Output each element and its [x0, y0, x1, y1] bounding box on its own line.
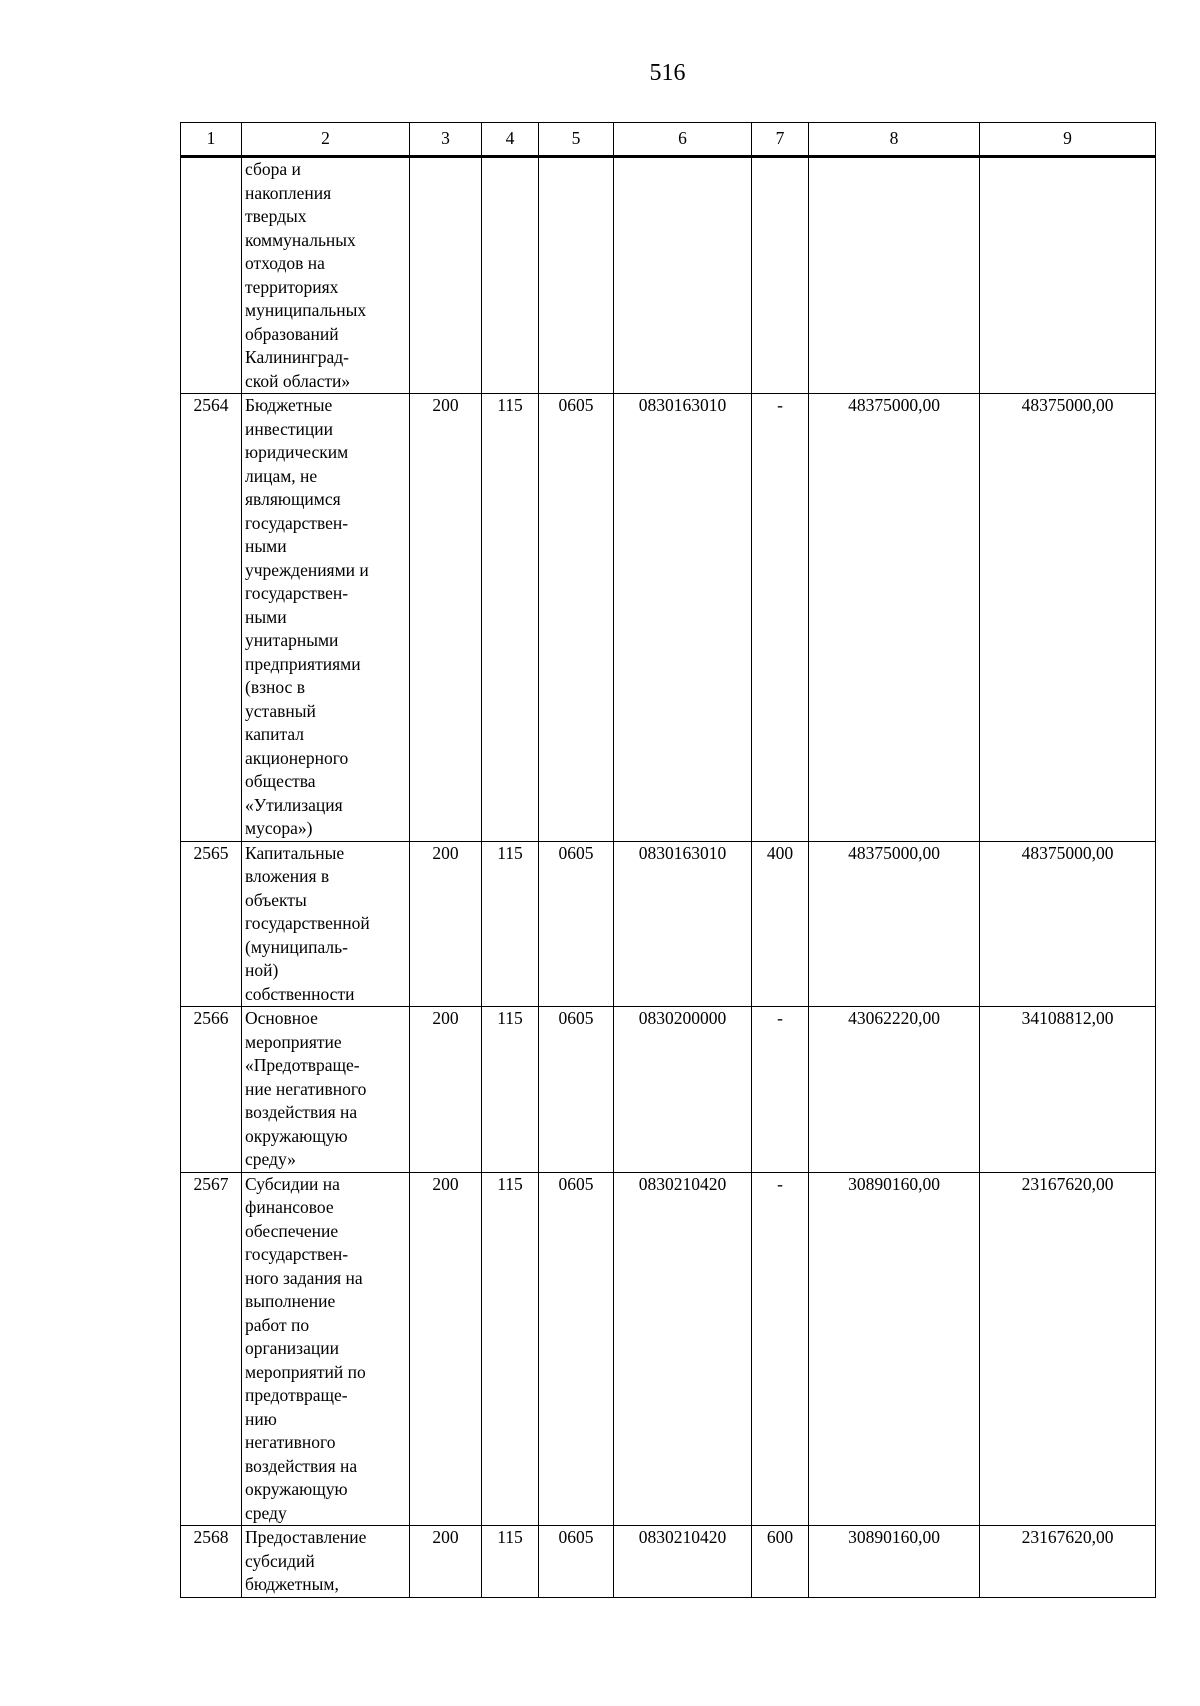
table-row	[181, 1526, 1156, 1598]
cell-col4: 115	[482, 1172, 539, 1526]
cell-col9: 23167620,00	[980, 1172, 1156, 1526]
cell-col8: 43062220,00	[809, 1007, 980, 1173]
row-number: 2565	[181, 841, 242, 1007]
cell-col6: 0830163010	[614, 394, 752, 842]
col-header: 1	[181, 123, 242, 157]
cell-col5: 0605	[539, 1007, 614, 1173]
cell-col5: 0605	[539, 394, 614, 842]
cell-col7: 600	[752, 1526, 809, 1598]
cell-col3: 200	[410, 1526, 482, 1598]
col-header: 6	[614, 123, 752, 157]
page-number: 516	[649, 60, 686, 86]
cell-col9: 48375000,00	[980, 394, 1156, 842]
row-number: 2566	[181, 1007, 242, 1173]
cell-col6	[614, 157, 752, 394]
cell-col4: 115	[482, 1007, 539, 1173]
cell-col8: 48375000,00	[809, 394, 980, 842]
table-row	[181, 841, 1156, 1007]
col-header: 8	[809, 123, 980, 157]
row-number: 2567	[181, 1172, 242, 1526]
col-header: 9	[980, 123, 1156, 157]
row-number	[181, 157, 242, 394]
table-row	[181, 1007, 1156, 1173]
table-row	[181, 1172, 1156, 1526]
cell-col9: 34108812,00	[980, 1007, 1156, 1173]
cell-col6: 0830210420	[614, 1172, 752, 1526]
cell-col3: 200	[410, 841, 482, 1007]
cell-col7	[752, 157, 809, 394]
cell-col9	[980, 157, 1156, 394]
col-header: 3	[410, 123, 482, 157]
cell-col7: 400	[752, 841, 809, 1007]
cell-col6: 0830200000	[614, 1007, 752, 1173]
cell-col7: -	[752, 1007, 809, 1173]
cell-col9: 23167620,00	[980, 1526, 1156, 1598]
col-header: 4	[482, 123, 539, 157]
row-description: Предоставление субсидий бюджетным,	[242, 1526, 410, 1598]
table-row	[181, 394, 1156, 842]
cell-col9: 48375000,00	[980, 841, 1156, 1007]
cell-col4	[482, 157, 539, 394]
cell-col8: 48375000,00	[809, 841, 980, 1007]
col-header: 5	[539, 123, 614, 157]
row-description: сбора и накопления твердых коммунальных отходов на территориях муниципальных образований Калининград- ской области»	[242, 157, 410, 394]
cell-col4: 115	[482, 1526, 539, 1598]
header-row	[181, 123, 1156, 157]
cell-col3: 200	[410, 394, 482, 842]
cell-col8: 30890160,00	[809, 1526, 980, 1598]
row-description: Основное мероприятие «Предотвраще- ние негативного воздействия на окружающую среду»	[242, 1007, 410, 1173]
row-number: 2564	[181, 394, 242, 842]
col-header: 7	[752, 123, 809, 157]
cell-col4: 115	[482, 394, 539, 842]
cell-col8: 30890160,00	[809, 1172, 980, 1526]
cell-col4: 115	[482, 841, 539, 1007]
cell-col5: 0605	[539, 1526, 614, 1598]
cell-col6: 0830163010	[614, 841, 752, 1007]
table-row	[181, 157, 1156, 394]
row-description: Капитальные вложения в объекты государственной (муниципаль- ной) собственности	[242, 841, 410, 1007]
col-header: 2	[242, 123, 410, 157]
cell-col8	[809, 157, 980, 394]
cell-col7: -	[752, 1172, 809, 1526]
cell-col3: 200	[410, 1172, 482, 1526]
cell-col5: 0605	[539, 841, 614, 1007]
cell-col5	[539, 157, 614, 394]
row-description: Субсидии на финансовое обеспечение государствен- ного задания на выполнение работ по организации мероприятий по предотвраще- нию негативного воздействия на окружающую среду	[242, 1172, 410, 1526]
cell-col3	[410, 157, 482, 394]
cell-col6: 0830210420	[614, 1526, 752, 1598]
row-number: 2568	[181, 1526, 242, 1598]
cell-col5: 0605	[539, 1172, 614, 1526]
cell-col7: -	[752, 394, 809, 842]
row-description: Бюджетные инвестиции юридическим лицам, не являющимся государствен- ными учреждениями и государствен- ными унитарными предприятиями (взнос в уставный капитал акционерного общества «Утилизация мусора»)	[242, 394, 410, 842]
budget-table	[180, 122, 1156, 1598]
cell-col3: 200	[410, 1007, 482, 1173]
